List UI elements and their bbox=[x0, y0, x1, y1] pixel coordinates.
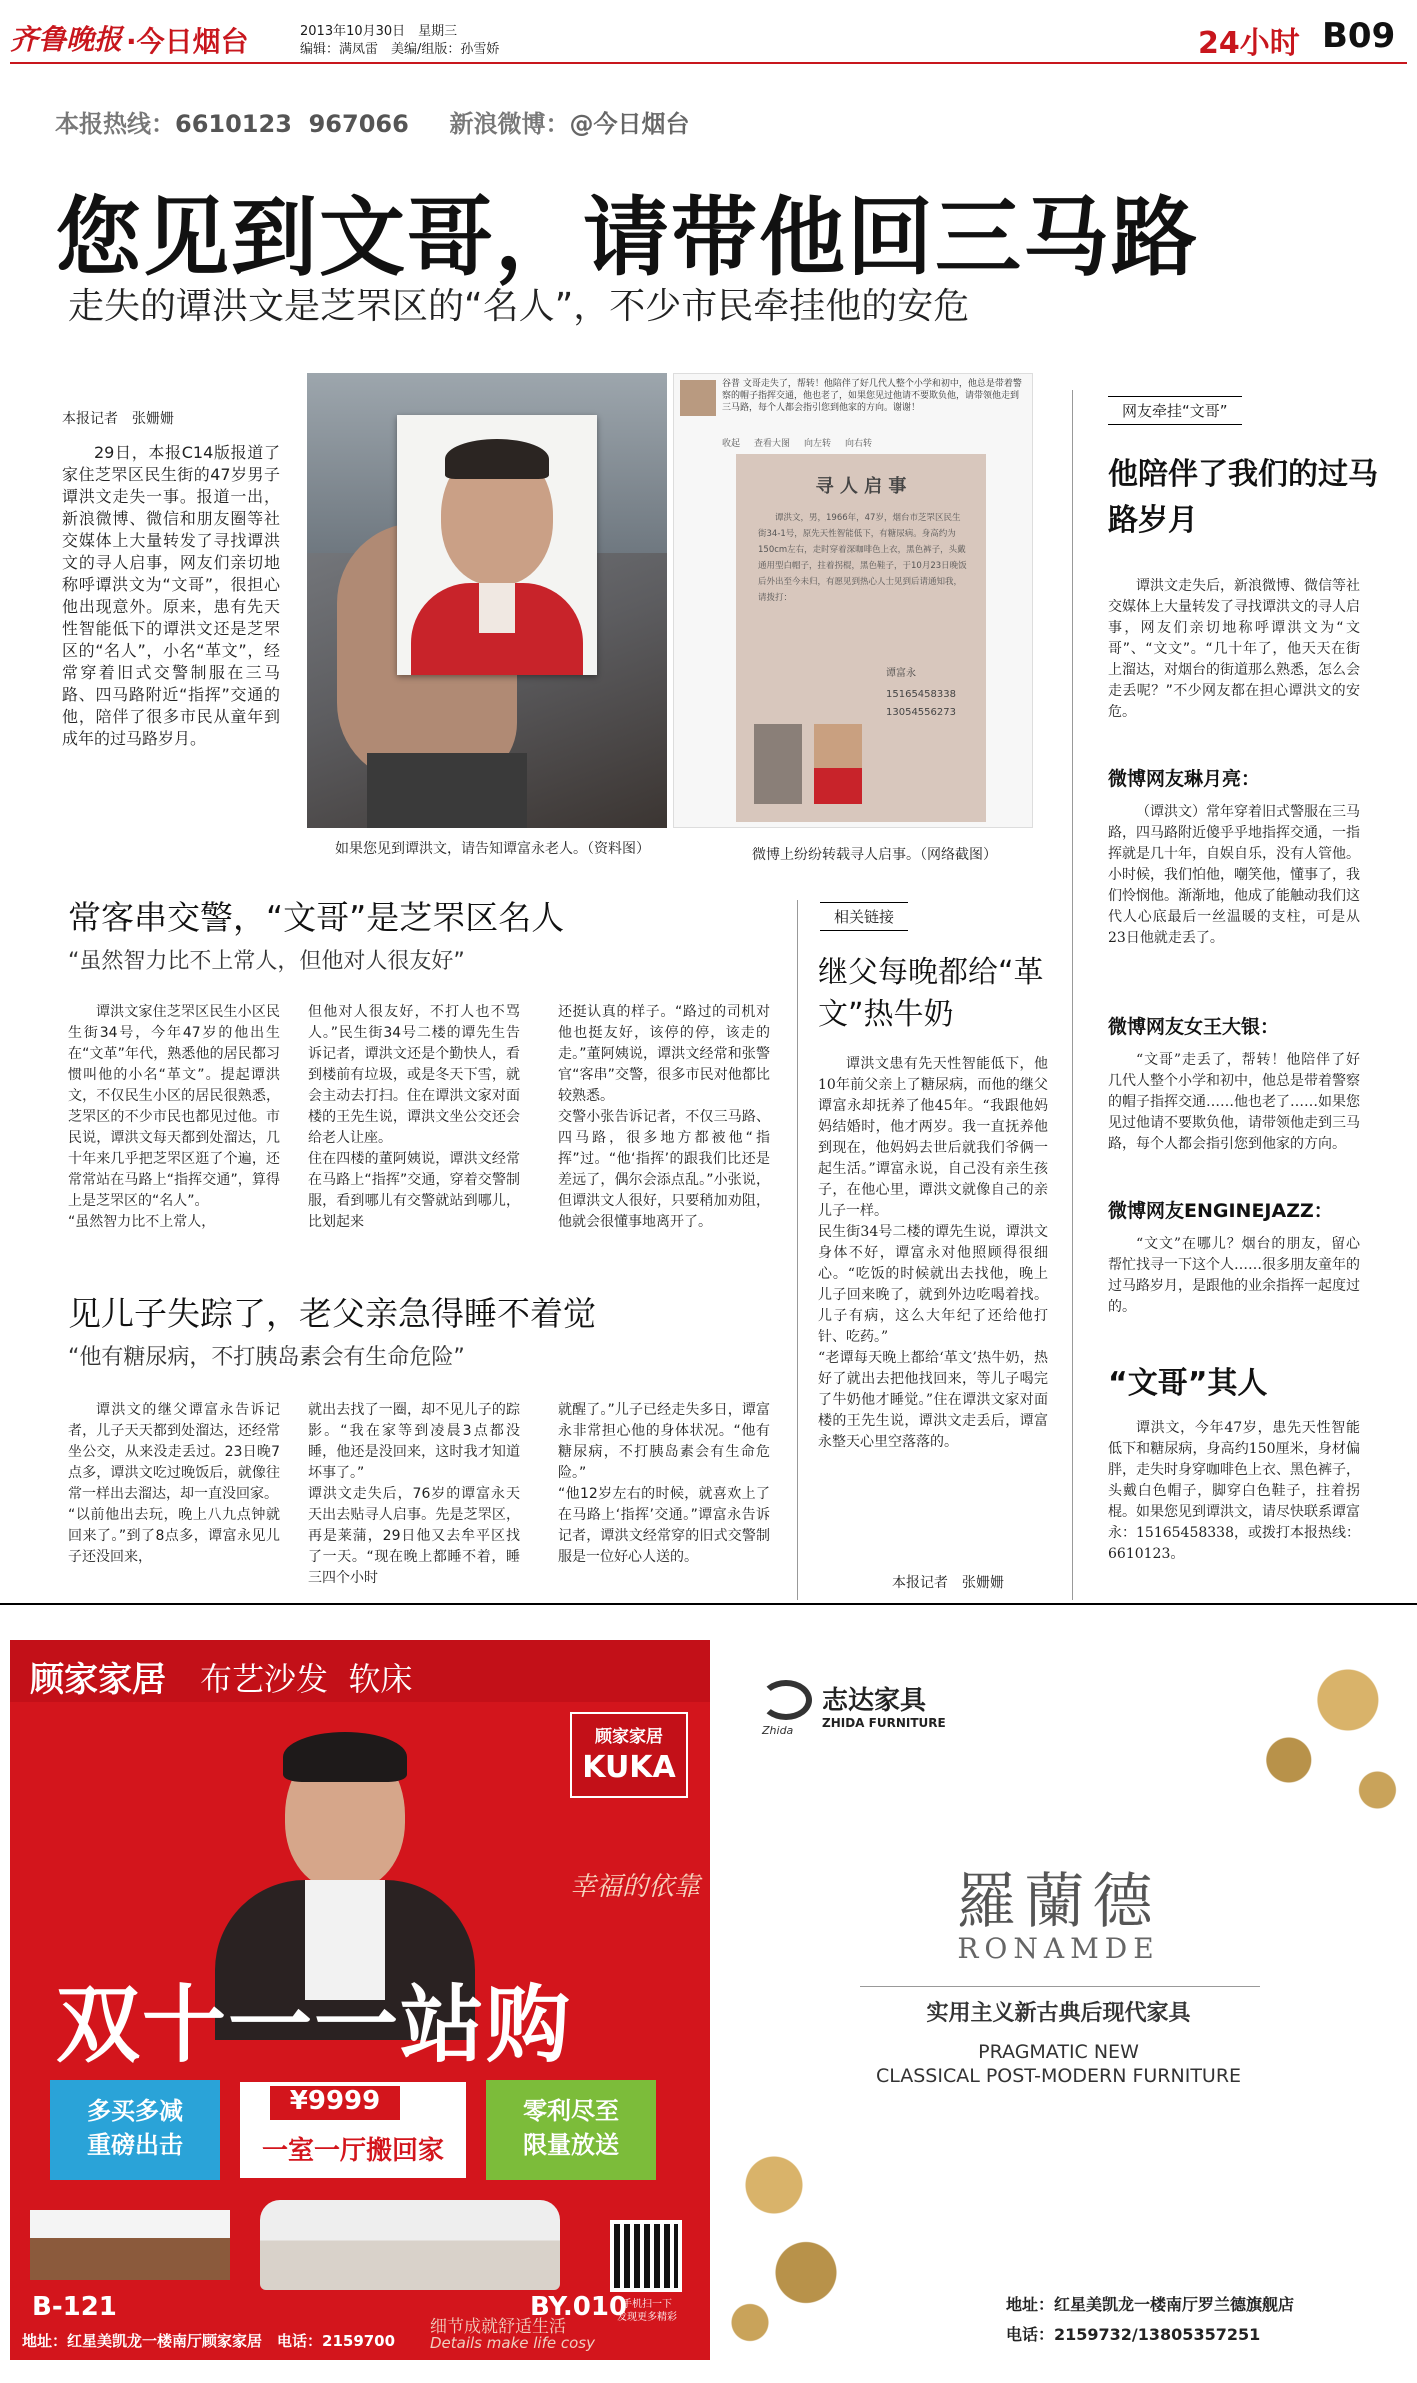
section1-subtitle: “虽然智力比不上常人，但他对人很友好” bbox=[68, 949, 465, 974]
weibo-action-large[interactable]: 查看大图 bbox=[754, 439, 791, 449]
section2-col2: 就出去找了一圈，却不见儿子的踪影。“我在家等到凌晨3点都没睡，他还是没回来，这时我才知道坏事了。” 谭洪文走失后，76岁的谭富永天天出去贴寻人启事。先是芝罘区，再是莱蒲，29日他又去牟平区找了一天。“现在晚上都睡不着，睡三四个小时 bbox=[308, 1402, 520, 1586]
notice-phones: 15165458338 13054556273 bbox=[886, 689, 956, 718]
promo-box-3-text: 零利尽至 限量放送 bbox=[523, 2097, 619, 2159]
related-divider bbox=[797, 900, 798, 1600]
sofa-image bbox=[260, 2200, 560, 2290]
comment-2-text: “文哥”走丢了，帮转！他陪伴了好几代人整个小学和初中，他总是带着警察的帽子指挥交通……他也老了……如果您见过他请不要欺负他，请带领他走到三马路，每个人都会指引您到他家的方向。 bbox=[1108, 1052, 1360, 1152]
paper-name: 齐鲁晚报 bbox=[10, 23, 123, 56]
zhida-mark: Zhida bbox=[762, 1724, 794, 1737]
kuka-logo-en: KUKA bbox=[582, 1750, 676, 1785]
kuka-ad bbox=[10, 1640, 710, 2360]
missing-person-photo bbox=[307, 373, 667, 828]
editorial-bottom-rule bbox=[0, 1603, 1417, 1605]
kuka-tagline-en: Details make life cosy bbox=[430, 2334, 595, 2352]
page-subtitle: 走失的谭洪文是芝罘区的“名人”，不少市民牵挂他的安危 bbox=[68, 286, 970, 327]
notice-title: 寻 人 启 事 bbox=[815, 476, 907, 497]
sidebar-tag: 网友牵挂“文哥” bbox=[1108, 396, 1242, 425]
weibo-actions bbox=[722, 436, 922, 449]
held-portrait bbox=[397, 415, 597, 675]
qr-code bbox=[610, 2220, 682, 2292]
section2-col1: 谭洪文的继父谭富永告诉记者，儿子天天都到处溜达，还经常坐公交，从来没走丢过。23日晚7点多，谭洪文吃过晚饭后，就像往常一样出去溜达，却一直没回家。 “以前他出去玩，晚上八九点钟就回来了。”到了8点多，谭富永见儿子还没回来， bbox=[68, 1402, 280, 1565]
ronamde-address: 地址：红星美凯龙一楼南厅罗兰德旗舰店 bbox=[1006, 2295, 1295, 2314]
kuka-script: 幸福的依靠 bbox=[570, 1872, 701, 1902]
ronamde-desc-cn: 实用主义新古典后现代家具 bbox=[926, 2001, 1191, 2026]
section1-title: 常客串交警，“文哥”是芝罘区名人 bbox=[68, 898, 565, 937]
comment-1-name: 微博网友琳月亮： bbox=[1108, 768, 1261, 790]
hours-label: 24小时 bbox=[1198, 26, 1300, 61]
profile-title: “文哥”其人 bbox=[1108, 1366, 1268, 1401]
promo-box-1 bbox=[50, 2080, 220, 2180]
kuka-brand: 顾家家居 bbox=[30, 1660, 166, 1700]
zhida-name-en: ZHIDA FURNITURE bbox=[822, 1716, 946, 1730]
section1-col3: 还挺认真的样子。“路过的司机对他也挺友好，该停的停，该走的走。”董阿姨说，谭洪文经常和张警官“客串”交警，很多市民对他都比较熟悉。 交警小张告诉记者，不仅三马路、四马路，很多地方都被他“指挥”过。“他‘指挥’的跟我们比还是差远了，偶尔会添点乱。”小张说，但谭洪文人很好，只要稍加劝阻，他就会很懂事地离开了。 bbox=[558, 1004, 770, 1230]
ronamde-name-cn: 羅蘭德 bbox=[956, 1867, 1161, 1937]
page-number: B09 bbox=[1322, 16, 1396, 56]
comment-3-name: 微博网友ENGINEJAZZ： bbox=[1108, 1200, 1333, 1222]
notice-body: 谭洪文，男，1966年，47岁，烟台市芝罘区民生街34-1号，原先天性智能低下，有糖尿病。身高约为150cm左右，走时穿着深咖啡色上衣，黑色裤子，头戴通用型白帽子，拄着拐棍，黑色鞋子，于10月23日晚饭后外出至今未归，有愿见到热心人士见到后请通知我，请拨打： bbox=[758, 513, 967, 603]
section2-title: 见儿子失踪了，老父亲急得睡不着觉 bbox=[68, 1294, 596, 1333]
kuka-slogan: 布艺沙发 软床 bbox=[200, 1660, 413, 1698]
promo-box-2-text: 一室一厅搬回家 bbox=[261, 2136, 444, 2166]
promo-box-3 bbox=[486, 2080, 656, 2180]
kuka-logo bbox=[570, 1712, 688, 1798]
notice-photo-old bbox=[754, 724, 802, 804]
section2-subtitle: “他有糖尿病，不打胰岛素会有生命危险” bbox=[68, 1345, 465, 1370]
right-photo-caption: 微博上纷纷转载寻人启事。（网络截图） bbox=[752, 847, 997, 863]
section2-col3: 就醒了。”儿子已经走失多日，谭富永非常担心他的身体状况。“他有糖尿病，不打胰岛素会有生命危险。” “他12岁左右的时候，就喜欢上了在马路上‘指挥’交通。”谭富永告诉记者，谭洪文经常穿的旧式交警制服是一位好心人送的。 bbox=[558, 1402, 770, 1565]
sidebar-title: 他陪伴了我们的过马路岁月 bbox=[1108, 457, 1378, 538]
hotline-numbers: 6610123 967066 bbox=[175, 110, 409, 138]
weibo-avatar bbox=[680, 380, 716, 416]
qr-note: 手机扫一下 发现更多精彩 bbox=[617, 2299, 677, 2323]
notice-paper bbox=[736, 454, 986, 822]
zhida-name-cn: 志达家具 bbox=[822, 1686, 927, 1716]
weibo-action-rotate-right[interactable]: 向右转 bbox=[845, 439, 873, 449]
bed-model: B-121 bbox=[32, 2292, 117, 2322]
ronamde-rule bbox=[860, 1986, 1260, 1987]
gold-ornament-bottom bbox=[710, 2110, 870, 2360]
weibo-handle: @今日烟台 bbox=[569, 110, 690, 138]
zhida-logo-icon bbox=[760, 1680, 812, 1720]
hotline-bar bbox=[55, 104, 690, 139]
kuka-tagline-cn: 细节成就舒适生活 bbox=[430, 2317, 566, 2337]
ronamde-name-en: RONAMDE bbox=[957, 1932, 1160, 1965]
notice-signer: 谭富永 bbox=[886, 668, 916, 679]
profile-text: 谭洪文，今年47岁，患先天性智能低下和糖尿病，身高约150厘米，身材偏胖，走失时身穿咖啡色上衣、黑色裤子，头戴白色帽子，脚穿白色鞋子，拄着拐棍。如果您见到谭洪文，请尽快联系谭富永：15165458338，或拨打本报热线：6610123。 bbox=[1108, 1420, 1360, 1562]
lead-text: 29日，本报C14版报道了家住芝罘区民生街的47岁男子谭洪文走失一事。报道一出，新浪微博、微信和朋友圈等社交媒体上大量转发了寻找谭洪文的寻人启事，网友们亲切地称呼谭洪文为“文哥”，很担心他出现意外。原来，患有先天性智能低下的谭洪文还是芝罘区的“名人”，小名“革文”，经常穿着旧式交警制服在三马路、四马路附近“指挥”交通的他，陪伴了很多市民从童年到成年的过马路岁月。 bbox=[62, 443, 280, 748]
related-text: 谭洪文患有先天性智能低下，他10年前父亲上了糖尿病，而他的继父谭富永却抚养了他45年。“我跟他妈妈结婚时，他才两岁。我一直抚养他到现在，他妈妈去世后就我们爷俩一起生活。”谭富永说，自己没有亲生孩子，在他心里，谭洪文就像自己的亲儿子一样。 民生街34号二楼的谭先生说，谭洪文身体不好，谭富永对他照顾得很细心。“吃饭的时候就出去找他，晚上儿子回来晚了，就到外边吃喝着找。儿子有病，这么大年纪了还给他打针、吃药。” “老谭每天晚上都给‘革文’热牛奶，热好了就出去把他找回来，等儿子喝完了牛奶他才睡觉。”住在谭洪文家对面楼的王先生说，谭洪文走丢后，谭富永整天心里空落落的。 bbox=[818, 1056, 1048, 1450]
hotline-label: 本报热线： bbox=[55, 110, 175, 138]
related-title: 继父每晚都给“革文”热牛奶 bbox=[818, 955, 1044, 1032]
kuka-logo-cn: 顾家家居 bbox=[595, 1727, 663, 1747]
promo-box-1-text: 多买多减 重磅出击 bbox=[87, 2097, 183, 2159]
weibo-label: 新浪微博： bbox=[449, 110, 570, 138]
sidebar-intro: 谭洪文走失后，新浪微博、微信等社交媒体上大量转发了寻找谭洪文的寻人启事，网友们亲切地称呼谭洪文为“文哥”、“文文”。“几十年了，他天天在街上溜达，对烟台的街道那么熟悉，怎么会走丢呢？”不少网友都在担心谭洪文的安危。 bbox=[1108, 578, 1360, 720]
page-title: 您见到文哥，请带他回三马路 bbox=[55, 188, 1199, 288]
promo-box-2 bbox=[238, 2080, 468, 2180]
date-line: 2013年10月30日 星期三 bbox=[300, 24, 458, 39]
sidebar-divider bbox=[1072, 390, 1073, 1600]
weibo-action-rotate-left[interactable]: 向左转 bbox=[804, 439, 832, 449]
kuka-promo: 双十一一站购 bbox=[56, 1976, 573, 2074]
masthead-rule bbox=[10, 62, 1407, 64]
comment-3-text: “文文”在哪儿？烟台的朋友，留心帮忙找寻一下这个人……很多朋友童年的过马路岁月，是跟他的业余指挥一起度过的。 bbox=[1108, 1236, 1360, 1315]
weibo-action-collapse[interactable]: 收起 bbox=[722, 439, 741, 449]
promo-price: ¥9999 bbox=[270, 2086, 400, 2120]
notice-photo-red bbox=[814, 724, 862, 804]
section1-col1: 谭洪文家住芝罘区民生小区民生街34号，今年47岁的他出生在“文革”年代，熟悉他的居民都习惯叫他的小名“革文”。提起谭洪文，不仅民生小区的居民很熟悉，芝罘区的不少市民也都见过他。市民说，谭洪文每天都到处溜达，几十年来几乎把芝罘区逛了个遍，还常常站在马路上“指挥交通”，算得上是芝罘区的“名人”。 “虽然智力比不上常人， bbox=[68, 1004, 280, 1230]
related-byline: 本报记者 张姗姗 bbox=[892, 1575, 1004, 1591]
gold-ornament-top bbox=[1210, 1640, 1407, 1840]
lead-byline: 本报记者 张姗姗 bbox=[62, 411, 174, 427]
weibo-post-text: 谷普 文哥走失了，帮转！他陪伴了好几代人整个小学和初中，他总是带着警察的帽子指挥交通，他也老了，如果您见过他请不要欺负他，请带领他走到三马路，每个人都会指引您到他家的方向。谢谢！ bbox=[722, 379, 1022, 413]
ronamde-desc-en: PRAGMATIC NEW CLASSICAL POST-MODERN FURNITURE bbox=[875, 2041, 1242, 2087]
sofa-model: BY.010 bbox=[530, 2292, 628, 2322]
bed-image bbox=[30, 2210, 230, 2280]
weibo-screenshot bbox=[673, 373, 1033, 828]
editors-line: 编辑：满凤雷 美编/组版：孙雪娇 bbox=[300, 42, 500, 57]
masthead bbox=[0, 0, 1417, 70]
section1-col2: 但他对人很友好，不打人也不骂人。”民生街34号二楼的谭先生告诉记者，谭洪文还是个勤快人，看到楼前有垃圾，或是冬天下雪，就会主动去打扫。住在谭洪文家对面楼的王先生说，谭洪文坐公交还会给老人让座。 住在四楼的董阿姨说，谭洪文经常在马路上“指挥”交通，穿着交警制服，看到哪儿有交警就站到哪儿，比划起来 bbox=[308, 1004, 520, 1230]
related-tag: 相关链接 bbox=[820, 902, 908, 931]
comment-1-text: （谭洪文）常年穿着旧式警服在三马路，四马路附近傻乎乎地指挥交通，一指挥就是几十年，自娱自乐，没有人管他。小时候，我们怕他，嘲笑他，懂事了，我们怜悯他。渐渐地，他成了能触动我们这代人心底最后一丝温暖的支柱，可是从23日他就走丢了。 bbox=[1108, 804, 1360, 946]
ronamde-ad bbox=[710, 1640, 1407, 2360]
ronamde-phone: 电话：2159732/13805357251 bbox=[1006, 2325, 1261, 2344]
kuka-address: 地址：红星美凯龙一楼南厅顾家家居 电话：2159700 bbox=[22, 2332, 396, 2350]
comment-2-name: 微博网友女王大银： bbox=[1108, 1016, 1280, 1038]
section-name: ·今日烟台 bbox=[126, 25, 249, 58]
left-photo-caption: 如果您见到谭洪文，请告知谭富永老人。（资料图） bbox=[335, 841, 650, 857]
